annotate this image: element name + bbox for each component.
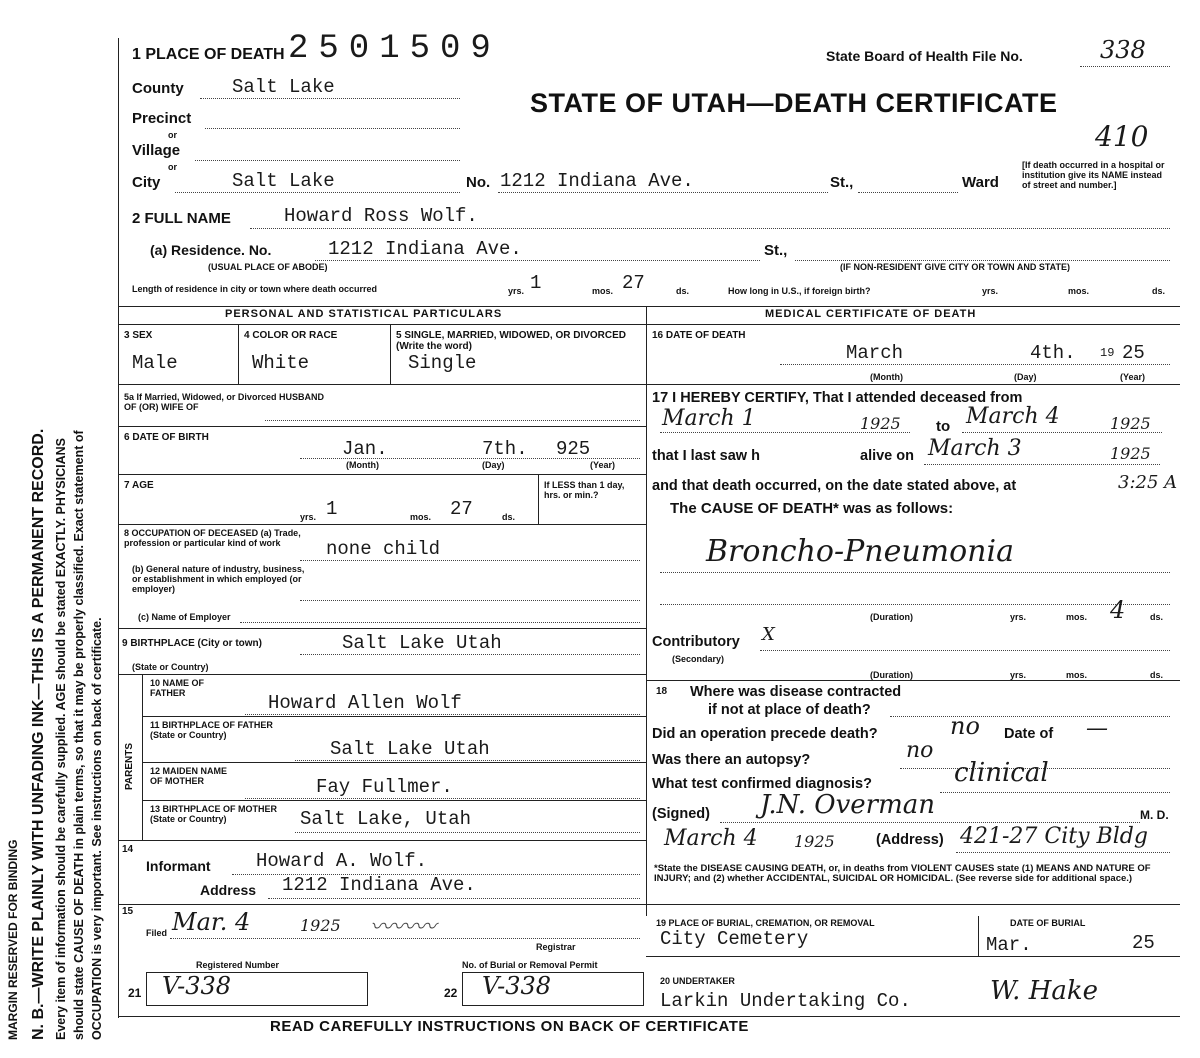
us-mos-label: mos. xyxy=(1068,286,1090,296)
md-label: M. D. xyxy=(1140,808,1169,822)
contributory-yrs-label: yrs. xyxy=(1010,670,1027,680)
dob-month-label: (Month) xyxy=(346,460,379,470)
place-of-death-number: 2501509 xyxy=(288,30,501,68)
dob-month: Jan. xyxy=(342,438,388,460)
alive-on-label: alive on xyxy=(860,448,914,464)
state-file-line xyxy=(1080,66,1170,67)
informant-address-line xyxy=(268,898,640,899)
usual-place-label: (USUAL PLACE OF ABODE) xyxy=(208,262,328,272)
death-month: March xyxy=(846,342,904,364)
undertaker-label: 20 UNDERTAKER xyxy=(660,976,735,986)
undertaker-signature: W. Hake xyxy=(990,976,1099,1006)
row-5-bottom xyxy=(118,384,646,385)
marital-value: Single xyxy=(408,352,477,374)
filed-num: 15 xyxy=(122,906,134,917)
dob-day-label: (Day) xyxy=(482,460,505,470)
last-saw-date: March 3 xyxy=(928,436,1022,461)
mother-label: 12 MAIDEN NAME OF MOTHER xyxy=(150,766,228,786)
state-file-number: 338 xyxy=(1100,36,1146,64)
length-mos-value: 27 xyxy=(622,272,645,294)
city-value: Salt Lake xyxy=(232,170,335,192)
father-bp-value: Salt Lake Utah xyxy=(330,738,490,760)
informant-address-label: Address xyxy=(200,882,257,898)
dob-year: 925 xyxy=(556,438,591,460)
age-yrs: 1 xyxy=(326,498,338,520)
test-value: clinical xyxy=(954,758,1049,788)
us-yrs-label: yrs. xyxy=(982,286,999,296)
attended-to: March 4 xyxy=(966,404,1060,429)
reg-no-num: 21 xyxy=(128,986,142,1000)
filed-registrar-signature: 〰〰〰 xyxy=(370,915,437,940)
attended-from-line xyxy=(660,432,910,433)
test-label: What test confirmed diagnosis? xyxy=(652,776,872,792)
last-saw-year: 1925 xyxy=(1110,444,1151,463)
handwritten-number: 410 xyxy=(1095,120,1149,153)
operation-value: no xyxy=(950,712,980,740)
age-label: 7 AGE xyxy=(124,480,154,491)
age-mos-label: mos. xyxy=(410,512,432,522)
parents-bracket xyxy=(142,674,143,840)
signed-year: 1925 xyxy=(794,832,835,851)
row-12-bottom xyxy=(142,800,646,801)
us-ds-label: ds. xyxy=(1152,286,1166,296)
filed-label: Filed xyxy=(146,928,168,938)
contracted-label: Where was disease contracted xyxy=(690,684,902,700)
cause-label: The CAUSE OF DEATH* was as follows: xyxy=(670,500,954,517)
sex-label: 3 SEX xyxy=(124,330,153,341)
father-bp-line xyxy=(295,760,640,761)
autopsy-value: no xyxy=(906,738,934,763)
signed-line xyxy=(720,822,1140,823)
q18-label: 18 xyxy=(656,686,668,697)
certify-label: 17 I HEREBY CERTIFY, That I attended deceased from xyxy=(652,390,1023,406)
footer-instructions: READ CAREFULLY INSTRUCTIONS ON BACK OF CERTIFICATE xyxy=(270,1018,749,1035)
duration-yrs-label: yrs. xyxy=(1010,612,1027,622)
father-label: 10 NAME OF FATHER xyxy=(150,678,205,698)
operation-label: Did an operation precede death? xyxy=(652,726,878,742)
row-6-bottom xyxy=(118,474,646,475)
informant-address-value: 1212 Indiana Ave. xyxy=(282,874,476,896)
registrar-label: Registrar xyxy=(536,942,576,952)
race-label: 4 COLOR OR RACE xyxy=(244,330,338,341)
contributory-label: Contributory xyxy=(652,634,740,650)
length-ds-label: ds. xyxy=(676,286,690,296)
contributory-line xyxy=(760,650,1170,651)
death-date-line xyxy=(780,364,1170,365)
not-place-line xyxy=(890,716,1170,717)
undertaker-value: Larkin Undertaking Co. xyxy=(660,990,911,1012)
form-bottom-border xyxy=(118,1016,1180,1017)
death-month-label: (Month) xyxy=(870,372,903,382)
birthplace-value: Salt Lake Utah xyxy=(342,632,502,654)
ward-gap xyxy=(858,192,958,193)
physician-address-line xyxy=(956,852,1170,853)
residence-value: 1212 Indiana Ave. xyxy=(328,238,522,260)
birthplace-line xyxy=(300,654,640,655)
non-resident-note: (IF NON-RESIDENT GIVE CITY OR TOWN AND STATE) xyxy=(840,262,1071,272)
death-year-prefix: 19 xyxy=(1100,346,1115,360)
hospital-note: [If death occurred in a hospital or institution give its NAME instead of street and number.] xyxy=(1022,160,1165,190)
attended-to-label: to xyxy=(936,418,951,435)
occupation-label: 8 OCCUPATION OF DECEASED (a) Trade, profession or particular kind of work xyxy=(124,528,301,548)
test-line xyxy=(940,792,1170,793)
street-st-label: St., xyxy=(830,174,854,191)
spouse-line xyxy=(265,420,640,421)
informant-num: 14 xyxy=(122,844,134,855)
sex-race-divider xyxy=(238,324,239,384)
cause-line xyxy=(660,572,1170,573)
filed-line xyxy=(170,938,640,939)
age-mos: 27 xyxy=(450,498,473,520)
last-saw-line xyxy=(924,464,1160,465)
county-value: Salt Lake xyxy=(232,76,335,98)
length-residence-label: Length of residence in city or town where death occurred xyxy=(132,284,378,294)
duration-value: 4 xyxy=(1110,596,1126,624)
occurred-label: and that death occurred, on the date stated above, at xyxy=(652,478,1017,494)
county-line xyxy=(200,98,460,99)
race-marital-divider xyxy=(390,324,391,384)
medical-header: MEDICAL CERTIFICATE OF DEATH xyxy=(765,308,977,320)
parents-label: PARENTS xyxy=(124,742,135,790)
village-label: Village xyxy=(132,142,181,159)
burial-permit-num: 22 xyxy=(444,986,458,1000)
burial-place-value: City Cemetery xyxy=(660,928,809,950)
burial-permit-value: V-338 xyxy=(482,972,552,1000)
date-of-value: — xyxy=(1086,716,1108,741)
street-no-value: 1212 Indiana Ave. xyxy=(500,170,694,192)
attended-to-line xyxy=(962,432,1162,433)
personal-header: PERSONAL AND STATISTICAL PARTICULARS xyxy=(225,308,503,320)
row-16-bottom xyxy=(646,384,1180,385)
row-13-bottom xyxy=(118,840,646,841)
attended-to-year: 1925 xyxy=(1110,414,1151,433)
informant-label: Informant xyxy=(146,858,211,874)
or-2: or xyxy=(168,162,177,172)
village-line xyxy=(195,160,460,161)
side-instruction-2: Every item of information should be carefully supplied. AGE should be stated EXACTLY. PHYSICIANS xyxy=(54,438,68,1040)
occupation-b-line xyxy=(300,600,640,601)
row-19-bottom xyxy=(646,956,1180,957)
full-name-line xyxy=(250,228,1170,229)
side-instruction-3: should state CAUSE OF DEATH in plain terms, so that it may be properly classified. Exact statement of xyxy=(72,430,86,1040)
burial-date-year: 25 xyxy=(1132,932,1155,954)
marital-label: 5 SINGLE, MARRIED, WIDOWED, OR DIVORCED (Write the word) xyxy=(396,330,627,352)
certificate-title: STATE OF UTAH—DEATH CERTIFICATE xyxy=(530,88,1058,118)
how-long-us-label: How long in U.S., if foreign birth? xyxy=(728,286,871,296)
binding-margin-text: MARGIN RESERVED FOR BINDING xyxy=(6,839,20,1040)
informant-value: Howard A. Wolf. xyxy=(256,850,428,872)
section-divider xyxy=(118,306,1180,307)
state-file-label: State Board of Health File No. xyxy=(826,48,1023,64)
birthplace-label: 9 BIRTHPLACE (City or town) xyxy=(122,638,262,649)
father-line xyxy=(245,714,640,715)
autopsy-label: Was there an autopsy? xyxy=(652,752,811,768)
precinct-line xyxy=(205,128,460,129)
death-day: 4th. xyxy=(1030,342,1076,364)
duration-ds-label: ds. xyxy=(1150,612,1164,622)
precinct-label: Precinct xyxy=(132,110,192,127)
last-saw-label: that I last saw h xyxy=(652,448,760,464)
signed-value: J.N. Overman xyxy=(760,790,936,820)
dob-day: 7th. xyxy=(482,438,528,460)
spouse-label: 5a If Married, Widowed, or Divorced HUSBAND OF (OR) WIFE OF xyxy=(124,392,324,412)
attended-from: March 1 xyxy=(662,406,756,431)
signed-label: (Signed) xyxy=(652,806,710,822)
length-mos-label: mos. xyxy=(592,286,614,296)
row-10-bottom xyxy=(142,716,646,717)
full-name-label: 2 FULL NAME xyxy=(132,210,231,227)
birthplace-sub-label: (State or Country) xyxy=(132,662,209,672)
county-label: County xyxy=(132,80,184,97)
occupation-b-label: (b) General nature of industry, business, or establishment in which employed (or employer) xyxy=(132,564,305,594)
contributory-mos-label: mos. xyxy=(1066,670,1088,680)
employer-line xyxy=(240,622,640,623)
contributory-mark: X xyxy=(762,624,775,645)
residence-label: (a) Residence. No. xyxy=(150,242,272,258)
less-than-divider xyxy=(538,474,539,524)
date-of-label: Date of xyxy=(1004,726,1054,742)
row-11-bottom xyxy=(142,762,646,763)
residence-st-label: St., xyxy=(764,242,788,259)
reg-no-label: Registered Number xyxy=(196,960,280,970)
duration-mos-label: mos. xyxy=(1066,612,1088,622)
father-bp-label: 11 BIRTHPLACE OF FATHER (State or Country) xyxy=(150,720,273,740)
cause-value: Broncho-Pneumonia xyxy=(706,534,1014,569)
row-7-bottom xyxy=(118,524,646,525)
burial-date-value: Mar. xyxy=(986,934,1032,956)
mother-bp-value: Salt Lake, Utah xyxy=(300,808,472,830)
occupation-value: none child xyxy=(326,538,441,560)
death-time: 3:25 A xyxy=(1118,472,1178,493)
contributory-ds-label: ds. xyxy=(1150,670,1164,680)
row-14-bottom xyxy=(118,904,1180,905)
burial-place-label: 19 PLACE OF BURIAL, CREMATION, OR REMOVAL xyxy=(656,918,875,928)
employer-label: (c) Name of Employer xyxy=(138,612,231,622)
side-instruction-4: OCCUPATION is very important. See instructions on back of certificate. xyxy=(90,617,104,1040)
residence-line xyxy=(315,260,760,261)
race-value: White xyxy=(252,352,310,374)
age-yrs-label: yrs. xyxy=(300,512,317,522)
row-8-bottom xyxy=(118,628,646,629)
less-than-label: If LESS than 1 day, hrs. or min.? xyxy=(544,480,625,500)
physician-address-value: 421-27 City Bldg xyxy=(960,824,1148,849)
ward-label: Ward xyxy=(962,174,999,191)
signed-date: March 4 xyxy=(664,826,758,851)
or-1: or xyxy=(168,130,177,140)
occupation-line xyxy=(300,560,640,561)
death-year-label: (Year) xyxy=(1120,372,1146,382)
length-yrs-value: 1 xyxy=(530,272,542,294)
city-label: City xyxy=(132,174,161,191)
death-day-label: (Day) xyxy=(1014,372,1037,382)
age-ds-label: ds. xyxy=(502,512,516,522)
dob-year-label: (Year) xyxy=(590,460,616,470)
burial-date-label: DATE OF BURIAL xyxy=(1010,918,1086,928)
row-5a-bottom xyxy=(118,426,646,427)
form-left-border xyxy=(118,38,119,1018)
full-name-value: Howard Ross Wolf. xyxy=(284,205,478,227)
filed-date: Mar. 4 xyxy=(172,908,251,936)
burial-permit-label: No. of Burial or Removal Permit xyxy=(462,960,598,970)
death-date-label: 16 DATE OF DEATH xyxy=(652,330,746,341)
street-no-label: No. xyxy=(466,174,491,191)
mother-bp-line xyxy=(295,832,640,833)
dob-label: 6 DATE OF BIRTH xyxy=(124,432,209,443)
not-place-label: if not at place of death? xyxy=(708,702,871,718)
city-line xyxy=(175,192,460,193)
mother-bp-label: 13 BIRTHPLACE OF MOTHER (State or Country) xyxy=(150,804,278,824)
burial-column-divider xyxy=(978,916,979,956)
reg-no-value: V-338 xyxy=(162,972,232,1000)
column-divider xyxy=(646,306,647,916)
mother-value: Fay Fullmer. xyxy=(316,776,453,798)
father-value: Howard Allen Wolf xyxy=(268,692,462,714)
street-line xyxy=(498,192,828,193)
filed-year: 1925 xyxy=(300,916,341,935)
secondary-label: (Secondary) xyxy=(672,654,725,664)
death-year: 25 xyxy=(1122,342,1145,364)
contributory-duration-label: (Duration) xyxy=(870,670,913,680)
physician-address-label: (Address) xyxy=(876,832,944,848)
row-17-bottom xyxy=(646,680,1180,681)
side-instruction-1: N. B.—WRITE PLAINLY WITH UNFADING INK—THIS IS A PERMANENT RECORD. xyxy=(30,428,47,1040)
footnote: *State the DISEASE CAUSING DEATH, or, in deaths from VIOLENT CAUSES state (1) MEANS AND NATURE OF INJURY; and (2) whether ACCIDENTAL, SUICIDAL OR HOMICIDAL. (See reverse side for additional space.) xyxy=(654,863,1151,884)
residence-city-line xyxy=(795,260,1170,261)
place-of-death-label: 1 PLACE OF DEATH xyxy=(132,46,285,63)
length-yrs-label: yrs. xyxy=(508,286,525,296)
dob-line xyxy=(300,458,640,459)
mother-line xyxy=(245,798,640,799)
section-header-bottom xyxy=(118,324,1180,325)
burial-date-handwritten xyxy=(1060,930,1066,954)
cause-line-2 xyxy=(660,604,1170,605)
attended-from-year: 1925 xyxy=(860,414,901,433)
duration-label: (Duration) xyxy=(870,612,913,622)
row-9-bottom xyxy=(118,674,646,675)
sex-value: Male xyxy=(132,352,178,374)
